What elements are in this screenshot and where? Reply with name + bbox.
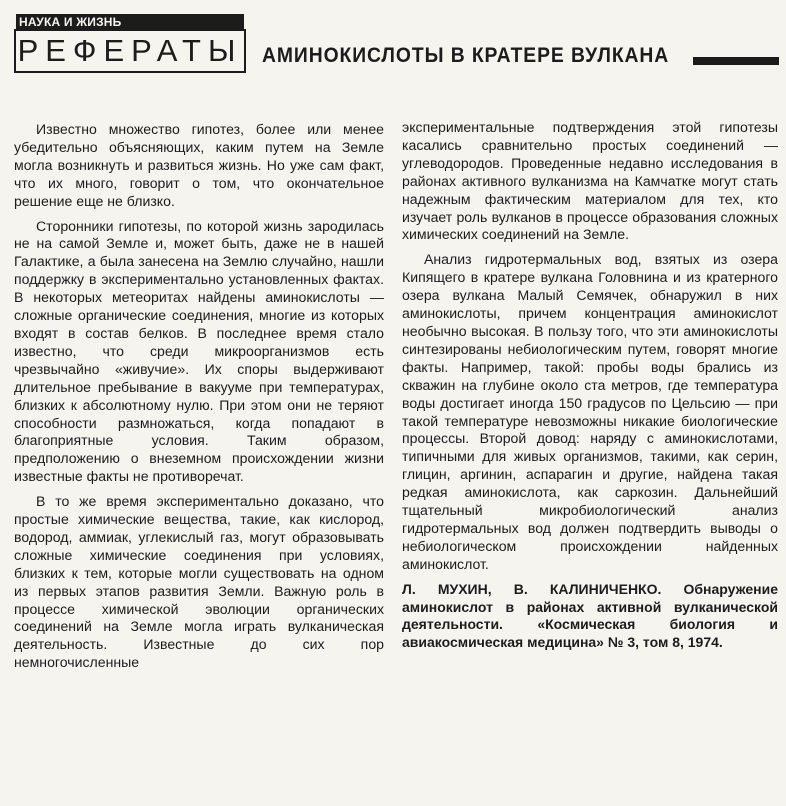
- article-title: АМИНОКИСЛОТЫ В КРАТЕРЕ ВУЛКАНА: [262, 44, 670, 67]
- magazine-masthead: НАУКА И ЖИЗНЬ: [16, 14, 244, 30]
- paragraph-continuation: экспериментальные подтверждения этой гипотезы касались сравнительно простых соединений — углеводородов. Проведенные недавно исследования в районах активного вулканизма на Камчатке могут стать надежным фактическим материалом для тех, кто изучает роль вулканов в процессе образования сложных химических соединений на Земле.: [402, 119, 778, 243]
- header: [0, 0, 786, 80]
- section-title: РЕФЕРАТЫ: [14, 29, 246, 73]
- right-column: [402, 119, 778, 659]
- paragraph: Известно множество гипотез, более или менее убедительно объясняющих, каким путем на Земле могла возникнуть и развиться жизнь. Но уже сам факт, что их много, говорит о том, что окончательное решение еще не близко.: [14, 121, 384, 209]
- paragraph: В то же время экспериментально доказано, что простые химические вещества, такие, как кислород, водород, аммиак, углекислый газ, могут образовывать сложные химические соединения при условиях, близких к тем, которые могли существовать на одном из первых этапов развития Земли. Важную роль в процессе химической эволюции органических соединений на Земле могла играть вулканическая деятельность. Известные до сих пор немногочисленные: [14, 493, 384, 671]
- title-rule: [693, 57, 779, 65]
- left-column: [14, 121, 384, 679]
- paragraph: Анализ гидротермальных вод, взятых из озера Кипящего в кратере вулкана Головнина и из кратерного озера вулкана Малый Семячек, обнаружил в них аминокислоты, причем концентрация аминокислот необычно высокая. В пользу того, что эти аминокислоты синтезированы небиологическим путем, говорят многие факты. Например, такой: пробы воды брались из скважин на глубине около ста метров, где температура воды достигает иногда 150 градусов по Цельсию — при такой температуре невозможны никакие биологические процессы. Второй довод: наряду с аминокислотами, типичными для живых организмов, такими, как серин, глицин, аргинин, аспарагин и другие, найдена такая редкая аминокислота, как саркозин. Дальнейший тщательный микробиологический анализ гидротермальных вод должен подтвердить выводы о небиологическом происхождении найденных аминокислот.: [402, 251, 778, 572]
- citation: Л. МУХИН, В. КАЛИНИЧЕНКО. Обнаружение аминокислот в районах активной вулканической деятельности. «Космическая биология и авиакосмическая медицина» № 3, том 8, 1974.: [402, 580, 778, 651]
- paragraph: Сторонники гипотезы, по которой жизнь зародилась не на самой Земле и, может быть, даже не в нашей Галактике, а была занесена на Землю случайно, нашли поддержку в экспериментально установленных фактах. В некоторых метеоритах найдены аминокислоты — сложные органические соединения, многие из которых входят в состав белков. В последнее время стало известно, что среди микроорганизмов есть чрезвычайно «живучие». Их споры выдерживают длительное пребывание в вакууме при температурах, близких к абсолютному нулю. При этом они не теряют способности размножаться, когда попадают в благоприятные условия. Таким образом, предположению о внеземном происхождении жизни известные факты не противоречат.: [14, 217, 384, 485]
